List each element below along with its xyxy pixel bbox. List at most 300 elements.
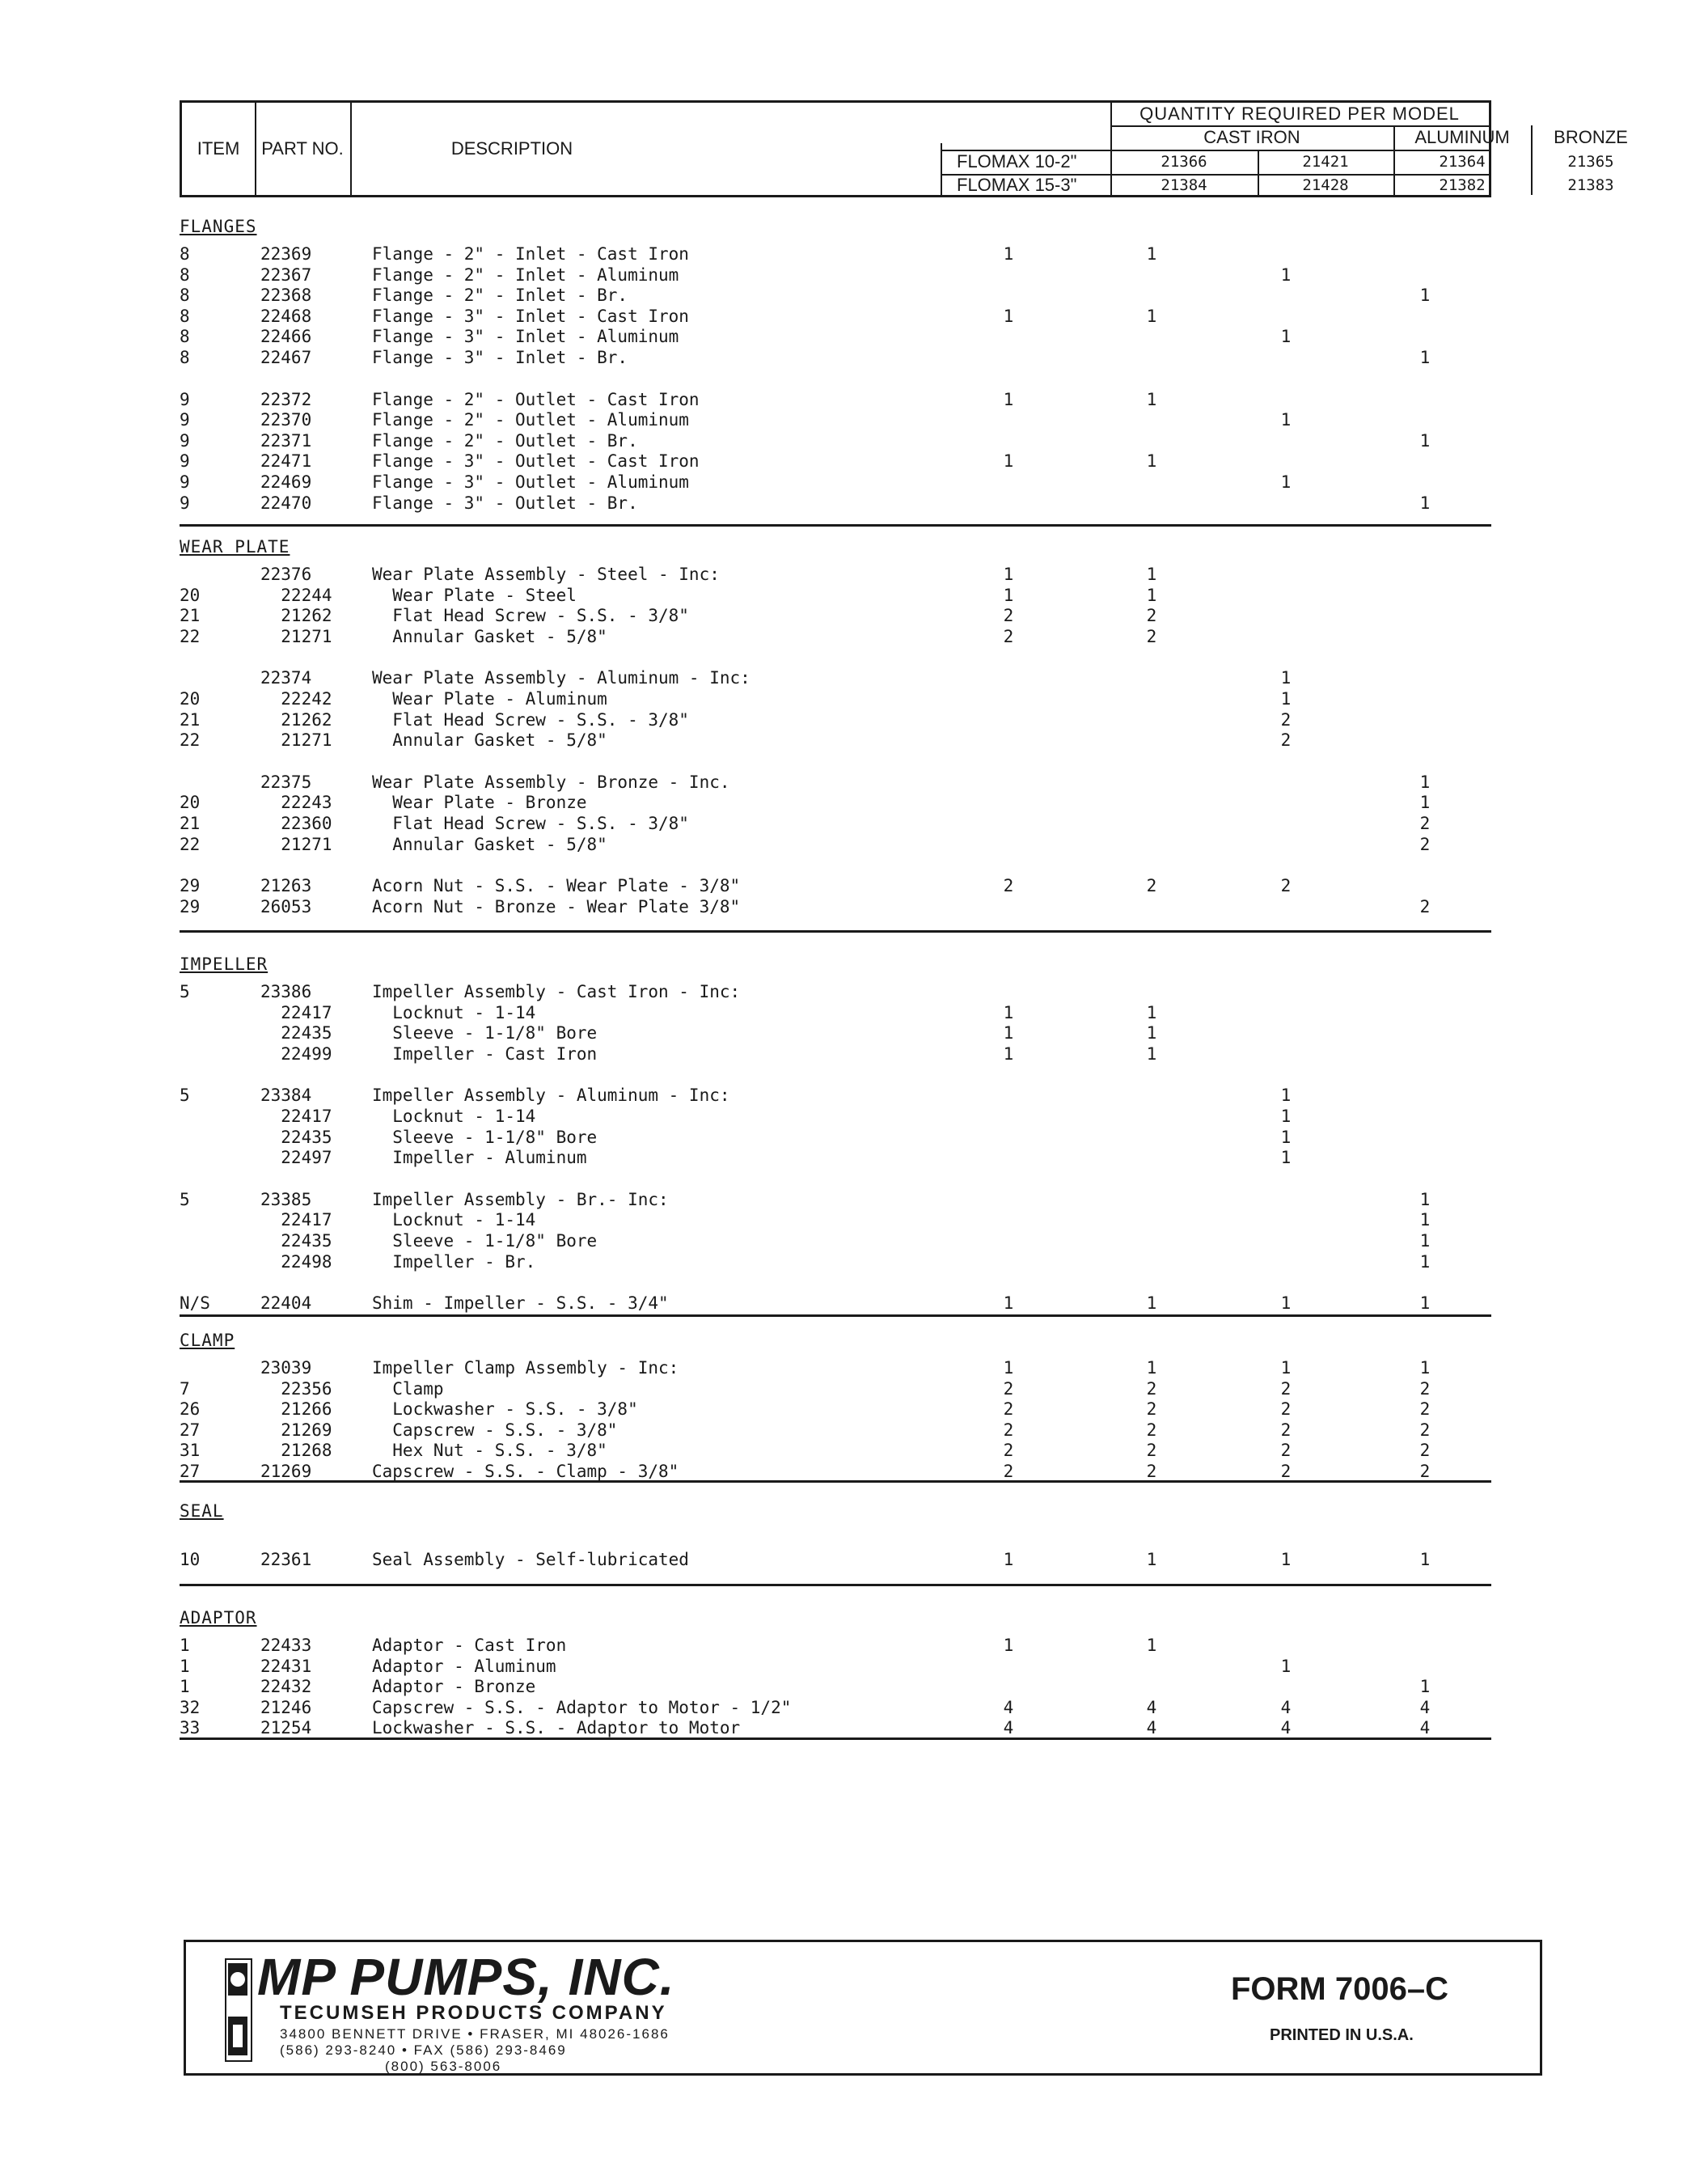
- qty-aluminum: 4: [1280, 1718, 1292, 1738]
- model-number: 21383: [1567, 176, 1614, 194]
- part-description: Hex Nut - S.S. - 3/8": [372, 1441, 607, 1461]
- qty-cast-iron-b: 1: [1146, 1023, 1157, 1043]
- table-row: [180, 493, 1491, 514]
- table-row: [180, 982, 1491, 1003]
- item-number: 29: [180, 876, 201, 896]
- qty-cast-iron-b: 1: [1146, 306, 1157, 326]
- part-number: 21246: [260, 1697, 312, 1717]
- table-row: [180, 1550, 1491, 1571]
- table-row: [180, 431, 1491, 452]
- item-number: 8: [180, 286, 190, 306]
- footer-box: [184, 1940, 1542, 2076]
- table-row: [180, 1044, 1491, 1065]
- part-description: Sleeve - 1-1/8" Bore: [372, 1023, 598, 1043]
- table-row: [180, 1190, 1491, 1211]
- part-description: Impeller Assembly - Cast Iron - Inc:: [372, 982, 741, 1001]
- item-number: 5: [180, 1086, 190, 1106]
- part-description: Shim - Impeller - S.S. - 3/4": [372, 1293, 669, 1314]
- part-number: 22432: [260, 1677, 312, 1697]
- part-number: 22375: [260, 772, 312, 792]
- qty-bronze: 1: [1419, 1251, 1431, 1272]
- part-description: Flange - 2" - Inlet - Cast Iron: [372, 244, 689, 264]
- table-row: [180, 390, 1491, 411]
- item-number: N/S: [180, 1293, 210, 1314]
- table-row: [180, 327, 1491, 348]
- table-row: [180, 1358, 1491, 1379]
- part-number: 22431: [260, 1656, 312, 1676]
- item-number: 8: [180, 327, 190, 347]
- table-row: [180, 1677, 1491, 1698]
- part-number: 21263: [260, 876, 312, 896]
- qty-cast-iron-a: 1: [1003, 1550, 1014, 1569]
- table-row: [180, 472, 1491, 493]
- qty-aluminum: 1: [1280, 1293, 1292, 1314]
- table-row: [180, 1086, 1491, 1107]
- item-number: 22: [180, 730, 201, 751]
- part-description: Wear Plate Assembly - Bronze - Inc.: [372, 772, 730, 792]
- part-description: Flange - 3" - Inlet - Cast Iron: [372, 306, 689, 326]
- item-number: 10: [180, 1550, 201, 1569]
- qty-cast-iron-b: 1: [1146, 244, 1157, 264]
- part-number: 22242: [260, 689, 332, 709]
- part-description: Adaptor - Aluminum: [372, 1656, 556, 1676]
- qty-cast-iron-a: 1: [1003, 1002, 1014, 1022]
- table-row: [180, 586, 1491, 607]
- qty-aluminum: 1: [1280, 668, 1292, 688]
- item-number: 1: [180, 1656, 190, 1676]
- qty-aluminum: 1: [1280, 1550, 1292, 1569]
- qty-bronze: 2: [1419, 1462, 1431, 1481]
- table-row: [180, 348, 1491, 369]
- table-row: [180, 876, 1491, 897]
- item-number: 9: [180, 493, 190, 513]
- part-description: Wear Plate - Aluminum: [372, 689, 607, 709]
- qty-cast-iron-b: 2: [1146, 626, 1157, 646]
- company-division: TECUMSEH PRODUCTS COMPANY: [280, 2002, 667, 2024]
- part-description: Acorn Nut - S.S. - Wear Plate - 3/8": [372, 876, 741, 896]
- part-number: 21254: [260, 1718, 312, 1738]
- table-row: [180, 1003, 1491, 1024]
- part-number: 22435: [260, 1023, 332, 1043]
- part-description: Flange - 3" - Outlet - Aluminum: [372, 472, 689, 492]
- item-number: 31: [180, 1441, 201, 1461]
- table-row: [180, 1718, 1491, 1739]
- part-description: Flange - 3" - Inlet - Br.: [372, 348, 628, 367]
- model-name: FLOMAX 15-3": [957, 175, 1077, 195]
- part-number: 22417: [260, 1210, 332, 1230]
- qty-bronze: 1: [1419, 1550, 1431, 1569]
- part-description: Acorn Nut - Bronze - Wear Plate 3/8": [372, 896, 741, 916]
- section-divider: [180, 1584, 1491, 1586]
- qty-bronze: 1: [1419, 348, 1431, 367]
- table-row: [180, 1148, 1491, 1169]
- qty-cast-iron-b: 1: [1146, 1043, 1157, 1064]
- qty-aluminum: 2: [1280, 1378, 1292, 1399]
- part-description: Annular Gasket - 5/8": [372, 730, 607, 751]
- qty-cast-iron-b: 1: [1146, 1293, 1157, 1314]
- part-description: Lockwasher - S.S. - Adaptor to Motor: [372, 1718, 741, 1738]
- qty-bronze: 1: [1419, 1358, 1431, 1378]
- item-number: 9: [180, 472, 190, 492]
- part-number: 22356: [260, 1378, 332, 1399]
- table-row: [180, 689, 1491, 710]
- table-row: [180, 307, 1491, 328]
- item-number: 8: [180, 265, 190, 285]
- section-divider: [180, 1480, 1491, 1483]
- qty-aluminum: 1: [1280, 689, 1292, 709]
- item-number: 20: [180, 585, 201, 605]
- qty-bronze: 4: [1419, 1718, 1431, 1738]
- qty-cast-iron-a: 1: [1003, 389, 1014, 409]
- item-number: 9: [180, 430, 190, 451]
- company-phone-2: (800) 563-8006: [385, 2059, 502, 2074]
- table-row: [180, 286, 1491, 307]
- item-number: 32: [180, 1697, 201, 1717]
- qty-bronze: 2: [1419, 1420, 1431, 1440]
- table-row: [180, 244, 1491, 265]
- part-number: 26053: [260, 896, 312, 916]
- part-description: Capscrew - S.S. - Adaptor to Motor - 1/2": [372, 1697, 792, 1717]
- part-number: 22471: [260, 451, 312, 472]
- qty-bronze: 2: [1419, 834, 1431, 854]
- qty-cast-iron-b: 1: [1146, 1358, 1157, 1378]
- model-number: 21366: [1161, 153, 1207, 171]
- table-row: [180, 1210, 1491, 1231]
- section-divider: [180, 930, 1491, 933]
- item-number: 1: [180, 1677, 190, 1697]
- qty-bronze: 4: [1419, 1697, 1431, 1717]
- item-number: 9: [180, 451, 190, 472]
- part-description: Annular Gasket - 5/8": [372, 626, 607, 646]
- part-number: 22467: [260, 348, 312, 367]
- material-aluminum: ALUMINUM: [1414, 127, 1510, 147]
- col-part-header: PART NO.: [261, 138, 344, 159]
- part-description: Flange - 2" - Outlet - Aluminum: [372, 410, 689, 430]
- part-number: 22376: [260, 565, 312, 584]
- qty-bronze: 1: [1419, 493, 1431, 513]
- qty-cast-iron-b: 2: [1146, 1399, 1157, 1420]
- part-description: Flat Head Screw - S.S. - 3/8": [372, 814, 689, 833]
- item-number: 21: [180, 606, 201, 626]
- table-row: [180, 1252, 1491, 1273]
- qty-cast-iron-b: 2: [1146, 1420, 1157, 1440]
- table-row: [180, 1657, 1491, 1678]
- part-number: 22374: [260, 668, 312, 688]
- part-description: Adaptor - Cast Iron: [372, 1636, 567, 1655]
- part-description: Impeller - Aluminum: [372, 1148, 587, 1168]
- qty-cast-iron-a: 1: [1003, 451, 1014, 472]
- item-number: 8: [180, 306, 190, 326]
- table-row: [180, 1379, 1491, 1400]
- section-title: CLAMP: [180, 1331, 235, 1350]
- qty-cast-iron-a: 1: [1003, 1636, 1014, 1655]
- part-description: Flange - 2" - Outlet - Br.: [372, 430, 638, 451]
- section-divider: [180, 524, 1491, 527]
- part-number: 22360: [260, 814, 332, 833]
- qty-cast-iron-a: 2: [1003, 1378, 1014, 1399]
- section-title: ADAPTOR: [180, 1608, 257, 1627]
- part-description: Seal Assembly - Self-lubricated: [372, 1550, 689, 1569]
- qty-cast-iron-a: 2: [1003, 876, 1014, 896]
- qty-cast-iron-b: 1: [1146, 389, 1157, 409]
- qty-bronze: 1: [1419, 286, 1431, 306]
- part-number: 22404: [260, 1293, 312, 1314]
- qty-cast-iron-a: 1: [1003, 585, 1014, 605]
- table-row: [180, 730, 1491, 751]
- table-row: [180, 1128, 1491, 1149]
- part-number: 21262: [260, 709, 332, 730]
- qty-cast-iron-b: 2: [1146, 606, 1157, 626]
- item-number: 9: [180, 410, 190, 430]
- part-description: Wear Plate - Bronze: [372, 793, 587, 813]
- company-name: MP PUMPS, INC.: [257, 1948, 675, 2006]
- quantity-title: QUANTITY REQUIRED PER MODEL: [1139, 104, 1460, 124]
- item-number: 20: [180, 689, 201, 709]
- item-number: 5: [180, 1189, 190, 1209]
- table-row: [180, 1420, 1491, 1441]
- part-number: 22417: [260, 1107, 332, 1126]
- part-description: Wear Plate Assembly - Steel - Inc:: [372, 565, 720, 584]
- qty-aluminum: 1: [1280, 410, 1292, 430]
- part-number: 22367: [260, 265, 312, 285]
- qty-cast-iron-b: 1: [1146, 585, 1157, 605]
- part-description: Sleeve - 1-1/8" Bore: [372, 1127, 598, 1147]
- mp-logo-icon: [225, 1958, 252, 2062]
- part-number: 21271: [260, 626, 332, 646]
- part-description: Locknut - 1-14: [372, 1210, 536, 1230]
- item-number: 21: [180, 814, 201, 833]
- table-row: [180, 627, 1491, 648]
- part-number: 22243: [260, 793, 332, 813]
- qty-cast-iron-a: 2: [1003, 626, 1014, 646]
- table-row: [180, 410, 1491, 431]
- model-number: 21365: [1567, 153, 1614, 171]
- qty-cast-iron-b: 1: [1146, 1550, 1157, 1569]
- qty-cast-iron-a: 1: [1003, 1023, 1014, 1043]
- qty-aluminum: 2: [1280, 1420, 1292, 1440]
- qty-cast-iron-b: 4: [1146, 1718, 1157, 1738]
- table-row: [180, 1293, 1491, 1314]
- part-description: Impeller - Cast Iron: [372, 1043, 598, 1064]
- table-row: [180, 451, 1491, 472]
- table-row: [180, 793, 1491, 814]
- part-description: Wear Plate - Steel: [372, 585, 577, 605]
- qty-aluminum: 2: [1280, 730, 1292, 751]
- item-number: 8: [180, 244, 190, 264]
- part-description: Impeller Assembly - Aluminum - Inc:: [372, 1086, 730, 1106]
- part-number: 22435: [260, 1127, 332, 1147]
- qty-cast-iron-a: 4: [1003, 1718, 1014, 1738]
- table-row: [180, 668, 1491, 689]
- qty-cast-iron-a: 2: [1003, 1420, 1014, 1440]
- qty-cast-iron-a: 2: [1003, 1399, 1014, 1420]
- qty-aluminum: 1: [1280, 472, 1292, 492]
- table-row: [180, 1636, 1491, 1657]
- qty-aluminum: 1: [1280, 1086, 1292, 1106]
- header-table: [180, 100, 1628, 197]
- qty-bronze: 1: [1419, 1210, 1431, 1230]
- part-description: Wear Plate Assembly - Aluminum - Inc:: [372, 668, 750, 688]
- item-number: 5: [180, 982, 190, 1001]
- qty-aluminum: 1: [1280, 1358, 1292, 1378]
- part-number: 21271: [260, 730, 332, 751]
- part-number: 21268: [260, 1441, 332, 1461]
- qty-aluminum: 2: [1280, 1462, 1292, 1481]
- item-number: 20: [180, 793, 201, 813]
- part-description: Lockwasher - S.S. - 3/8": [372, 1399, 638, 1420]
- qty-bronze: 1: [1419, 1293, 1431, 1314]
- part-description: Impeller Clamp Assembly - Inc:: [372, 1358, 679, 1378]
- part-description: Locknut - 1-14: [372, 1107, 536, 1126]
- part-description: Flange - 2" - Inlet - Aluminum: [372, 265, 679, 285]
- qty-aluminum: 1: [1280, 327, 1292, 347]
- table-row: [180, 772, 1491, 794]
- item-number: 26: [180, 1399, 201, 1420]
- part-number: 23384: [260, 1086, 312, 1106]
- qty-cast-iron-b: 2: [1146, 1441, 1157, 1461]
- table-row: [180, 1023, 1491, 1044]
- qty-cast-iron-a: 1: [1003, 306, 1014, 326]
- section-title: WEAR PLATE: [180, 537, 290, 557]
- part-number: 22469: [260, 472, 312, 492]
- part-description: Annular Gasket - 5/8": [372, 834, 607, 854]
- table-row: [180, 1441, 1491, 1462]
- part-description: Capscrew - S.S. - Clamp - 3/8": [372, 1462, 679, 1481]
- section-title: FLANGES: [180, 217, 257, 236]
- item-number: 1: [180, 1636, 190, 1655]
- item-number: 8: [180, 348, 190, 367]
- part-number: 22468: [260, 306, 312, 326]
- qty-aluminum: 2: [1280, 1441, 1292, 1461]
- part-number: 22371: [260, 430, 312, 451]
- qty-cast-iron-a: 1: [1003, 1358, 1014, 1378]
- part-number: 23385: [260, 1189, 312, 1209]
- qty-bronze: 2: [1419, 1399, 1431, 1420]
- part-number: 22372: [260, 389, 312, 409]
- qty-bronze: 2: [1419, 814, 1431, 833]
- part-number: 21266: [260, 1399, 332, 1420]
- qty-bronze: 1: [1419, 772, 1431, 792]
- model-name: FLOMAX 10-2": [957, 151, 1077, 171]
- qty-cast-iron-a: 2: [1003, 1462, 1014, 1481]
- table-row: [180, 1231, 1491, 1252]
- part-number: 22244: [260, 585, 332, 605]
- section-title: SEAL: [180, 1501, 224, 1521]
- table-row: [180, 1107, 1491, 1128]
- qty-cast-iron-a: 1: [1003, 1043, 1014, 1064]
- qty-cast-iron-a: 4: [1003, 1697, 1014, 1717]
- table-row: [180, 565, 1491, 586]
- model-number: 21421: [1302, 153, 1349, 171]
- qty-aluminum: 2: [1280, 876, 1292, 896]
- qty-cast-iron-b: 2: [1146, 876, 1157, 896]
- section-divider: [180, 1737, 1491, 1740]
- qty-aluminum: 2: [1280, 1399, 1292, 1420]
- qty-cast-iron-b: 1: [1146, 451, 1157, 472]
- part-number: 21262: [260, 606, 332, 626]
- table-row: [180, 606, 1491, 627]
- table-row: [180, 1698, 1491, 1719]
- model-number: 21384: [1161, 176, 1207, 194]
- table-row: [180, 1399, 1491, 1420]
- qty-cast-iron-a: 1: [1003, 1293, 1014, 1314]
- part-description: Clamp: [372, 1378, 444, 1399]
- part-number: 23039: [260, 1358, 312, 1378]
- part-description: Flat Head Screw - S.S. - 3/8": [372, 709, 689, 730]
- part-number: 23386: [260, 982, 312, 1001]
- part-description: Locknut - 1-14: [372, 1002, 536, 1022]
- part-description: Flange - 2" - Outlet - Cast Iron: [372, 389, 700, 409]
- qty-bronze: 2: [1419, 1441, 1431, 1461]
- part-description: Flange - 3" - Outlet - Br.: [372, 493, 638, 513]
- item-number: 9: [180, 389, 190, 409]
- company-phone: (586) 293-8240 • FAX (586) 293-8469: [280, 2042, 567, 2058]
- qty-cast-iron-a: 1: [1003, 244, 1014, 264]
- qty-aluminum: 2: [1280, 709, 1292, 730]
- qty-aluminum: 1: [1280, 1127, 1292, 1147]
- qty-aluminum: 4: [1280, 1697, 1292, 1717]
- item-number: 7: [180, 1378, 190, 1399]
- part-number: 22435: [260, 1231, 332, 1251]
- part-number: 22498: [260, 1251, 332, 1272]
- part-description: Flat Head Screw - S.S. - 3/8": [372, 606, 689, 626]
- col-desc-header: DESCRIPTION: [450, 138, 573, 159]
- table-row: [180, 710, 1491, 731]
- part-description: Flange - 3" - Outlet - Cast Iron: [372, 451, 700, 472]
- part-number: 22466: [260, 327, 312, 347]
- part-number: 22499: [260, 1043, 332, 1064]
- qty-cast-iron-b: 2: [1146, 1462, 1157, 1481]
- part-number: 22417: [260, 1002, 332, 1022]
- item-number: 22: [180, 834, 201, 854]
- part-number: 22369: [260, 244, 312, 264]
- part-description: Capscrew - S.S. - 3/8": [372, 1420, 618, 1440]
- model-number: 21364: [1439, 153, 1486, 171]
- qty-cast-iron-a: 2: [1003, 1441, 1014, 1461]
- item-number: 27: [180, 1462, 201, 1481]
- qty-bronze: 1: [1419, 430, 1431, 451]
- qty-bronze: 1: [1419, 1677, 1431, 1697]
- item-number: 29: [180, 896, 201, 916]
- table-row: [180, 265, 1491, 286]
- company-address: 34800 BENNETT DRIVE • FRASER, MI 48026-1686: [280, 2026, 670, 2042]
- item-number: 27: [180, 1420, 201, 1440]
- part-number: 22470: [260, 493, 312, 513]
- table-row: [180, 897, 1491, 918]
- qty-cast-iron-a: 2: [1003, 606, 1014, 626]
- qty-bronze: 1: [1419, 1189, 1431, 1209]
- material-cast-iron: CAST IRON: [1203, 127, 1300, 147]
- printed-in: PRINTED IN U.S.A.: [1270, 2026, 1414, 2044]
- part-description: Impeller Assembly - Br.- Inc:: [372, 1189, 669, 1209]
- col-item-header: ITEM: [197, 138, 240, 159]
- qty-bronze: 1: [1419, 1231, 1431, 1251]
- part-description: Flange - 2" - Inlet - Br.: [372, 286, 628, 306]
- material-bronze: BRONZE: [1554, 127, 1628, 147]
- qty-bronze: 2: [1419, 896, 1431, 916]
- part-description: Flange - 3" - Inlet - Aluminum: [372, 327, 679, 347]
- qty-cast-iron-b: 1: [1146, 565, 1157, 584]
- form-number: FORM 7006–C: [1231, 1971, 1448, 2007]
- part-number: 22433: [260, 1636, 312, 1655]
- part-number: 22368: [260, 286, 312, 306]
- table-row: [180, 835, 1491, 856]
- section-divider: [180, 1314, 1491, 1317]
- item-number: 22: [180, 626, 201, 646]
- qty-cast-iron-b: 2: [1146, 1378, 1157, 1399]
- qty-aluminum: 1: [1280, 265, 1292, 285]
- qty-cast-iron-a: 1: [1003, 565, 1014, 584]
